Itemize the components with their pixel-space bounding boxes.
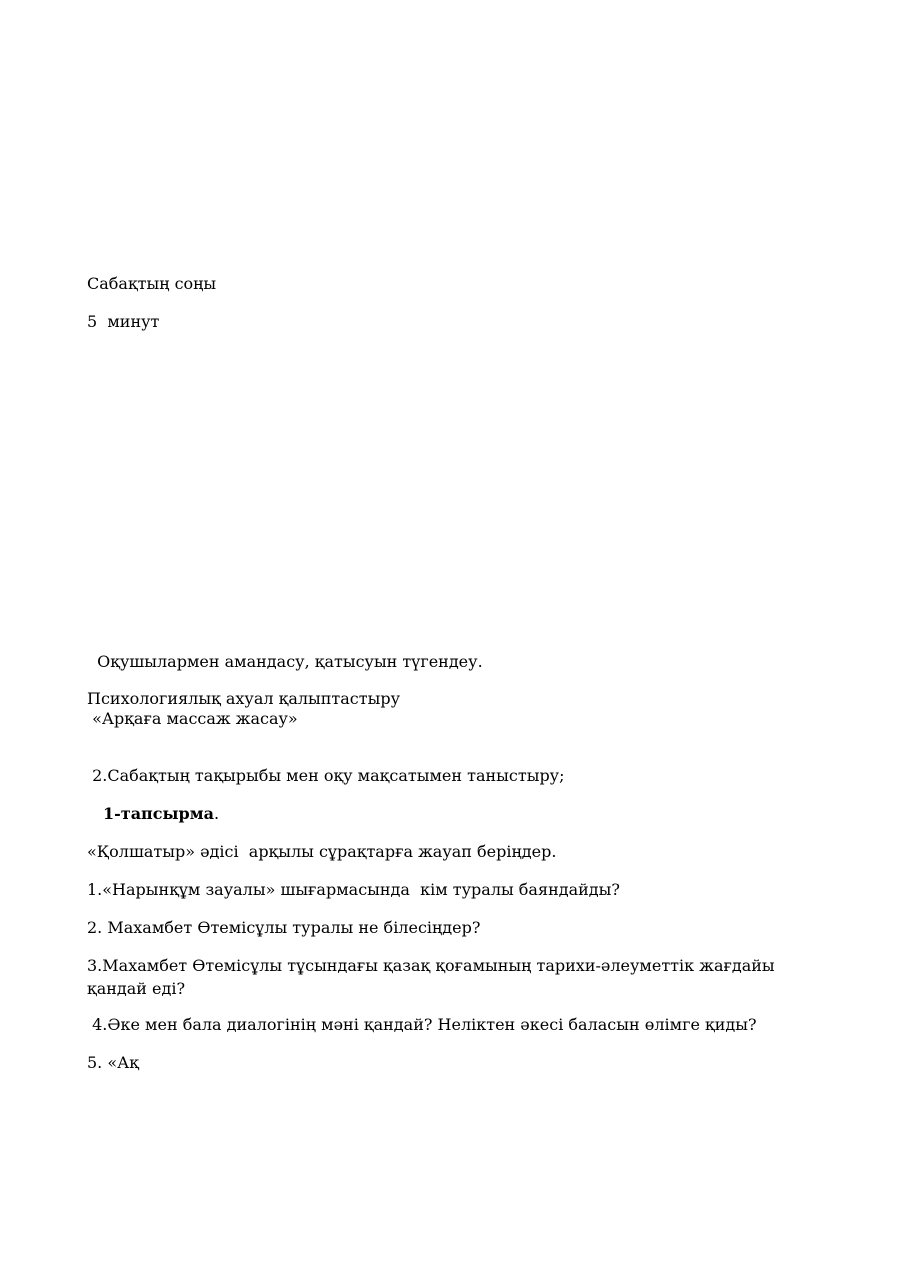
task-label: 1-тапсырма — [103, 804, 214, 823]
question-item: 1.«Нарынқұм зауалы» шығармасында кім туралы баяндайды? — [87, 880, 620, 899]
section-end-duration: 5 минут — [87, 312, 160, 331]
question-item: 5. «Ақ — [87, 1053, 139, 1072]
question-item: 2. Махамбет Өтемісұлы туралы не білесіңдер? — [87, 918, 481, 937]
question-item: 4.Әке мен бала диалогінің мәні қандай? Неліктен әкесі баласын өлімге қиды? — [87, 1015, 757, 1034]
section-end-title: Сабақтың соңы — [87, 274, 217, 293]
method-text: «Қолшатыр» әдісі арқылы сұрақтарға жауап беріңдер. — [87, 842, 557, 861]
psychology-activity: «Арқаға массаж жасау» — [87, 709, 298, 728]
question-item: 3.Махамбет Өтемісұлы тұсындағы қазақ қоғамының тарихи-әлеуметтік жағдайы қандай еді? — [87, 956, 775, 998]
psychology-title: Психологиялық ахуал қалыптастыру — [87, 689, 401, 708]
intro-topic-text: 2.Сабақтың тақырыбы мен оқу мақсатымен таныстыру; — [87, 766, 565, 785]
task-label-dot: . — [214, 804, 220, 823]
greeting-text: Оқушылармен амандасу, қатысуын түгендеу. — [87, 652, 483, 671]
task-heading — [103, 803, 219, 825]
